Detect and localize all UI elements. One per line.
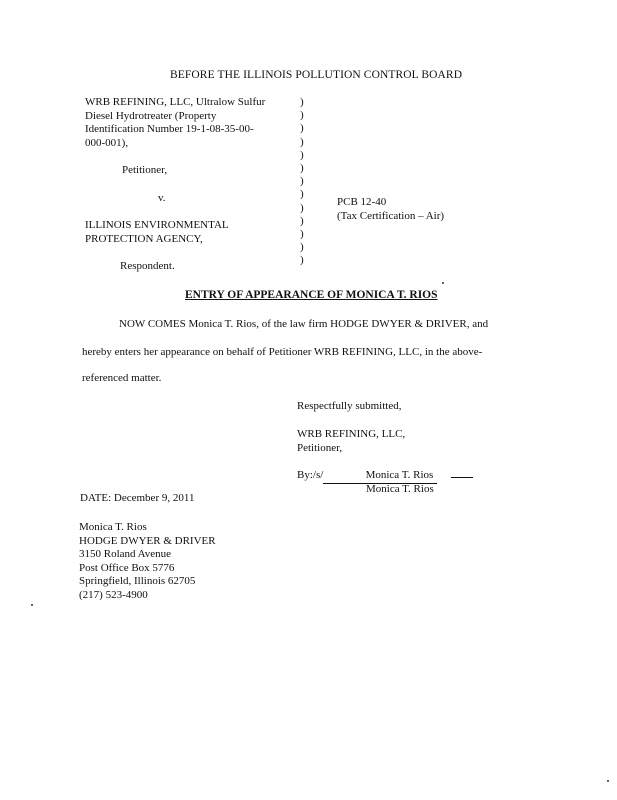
address-line: Post Office Box 5776: [79, 561, 175, 574]
signature-party-name: WRB REFINING, LLC,: [297, 428, 406, 440]
petitioner-line: Identification Number 19-1-08-35-00-: [85, 123, 254, 135]
respondent-line: ILLINOIS ENVIRONMENTAL: [85, 219, 229, 231]
signature-printed-name: Monica T. Rios: [366, 483, 434, 495]
paren: ): [300, 175, 304, 188]
paren: ): [300, 254, 304, 267]
paren: ): [300, 161, 304, 174]
signature-closing: Respectfully submitted,: [297, 400, 402, 412]
body-paragraph-line: NOW COMES Monica T. Rios, of the law firm HODGE DWYER & DRIVER, and: [119, 318, 489, 330]
address-line: Springfield, Illinois 62705: [79, 575, 196, 587]
body-paragraph-line: referenced matter.: [82, 372, 162, 384]
versus-label: v.: [158, 191, 166, 204]
scan-speck: [607, 780, 609, 782]
paren: ): [300, 135, 304, 148]
respondent-line: PROTECTION AGENCY,: [85, 232, 203, 245]
signature-party: [297, 428, 405, 455]
case-type: (Tax Certification – Air): [337, 209, 445, 222]
scan-speck: [442, 282, 444, 284]
signature-role: Petitioner,: [297, 441, 343, 454]
case-info: [337, 196, 444, 223]
address-line: (217) 523-4900: [79, 588, 148, 601]
signature-line: [323, 469, 437, 484]
caption-parentheses: [300, 96, 304, 267]
signature-by-label: By:: [297, 469, 313, 481]
signature-trailing-line: [451, 477, 473, 478]
petitioner-label: Petitioner,: [122, 164, 168, 176]
respondent-label: Respondent.: [120, 260, 175, 272]
case-number: PCB 12-40: [337, 196, 387, 208]
address-line: HODGE DWYER & DRIVER: [79, 534, 216, 547]
body-paragraph-line: hereby enters her appearance on behalf of Petitioner WRB REFINING, LLC, in the above-: [82, 346, 483, 358]
attorney-address: [79, 521, 216, 602]
document-date: DATE: December 9, 2011: [80, 492, 195, 504]
signature-mark: /s/: [312, 469, 324, 481]
paren: ): [300, 241, 304, 254]
board-title: BEFORE THE ILLINOIS POLLUTION CONTROL BOARD: [170, 69, 463, 81]
document-heading: ENTRY OF APPEARANCE OF MONICA T. RIOS: [185, 289, 438, 301]
paren: ): [300, 188, 304, 201]
scan-speck: [31, 604, 33, 606]
petitioner-line: 000-001),: [85, 136, 129, 149]
address-line: 3150 Roland Avenue: [79, 548, 172, 560]
paren: ): [300, 148, 304, 161]
paren: ): [300, 122, 304, 135]
petitioner-line: WRB REFINING, LLC, Ultralow Sulfur: [85, 96, 266, 108]
signature-signed-name: Monica T. Rios: [365, 469, 434, 481]
paren: ): [300, 109, 304, 122]
caption-parties: [85, 96, 265, 274]
address-line: Monica T. Rios: [79, 521, 147, 533]
petitioner-line: Diesel Hydrotreater (Property: [85, 109, 217, 122]
paren: ): [300, 214, 304, 227]
paren: ): [300, 96, 304, 108]
paren: ): [300, 201, 304, 214]
paren: ): [300, 227, 304, 240]
signature-block: [297, 469, 473, 484]
